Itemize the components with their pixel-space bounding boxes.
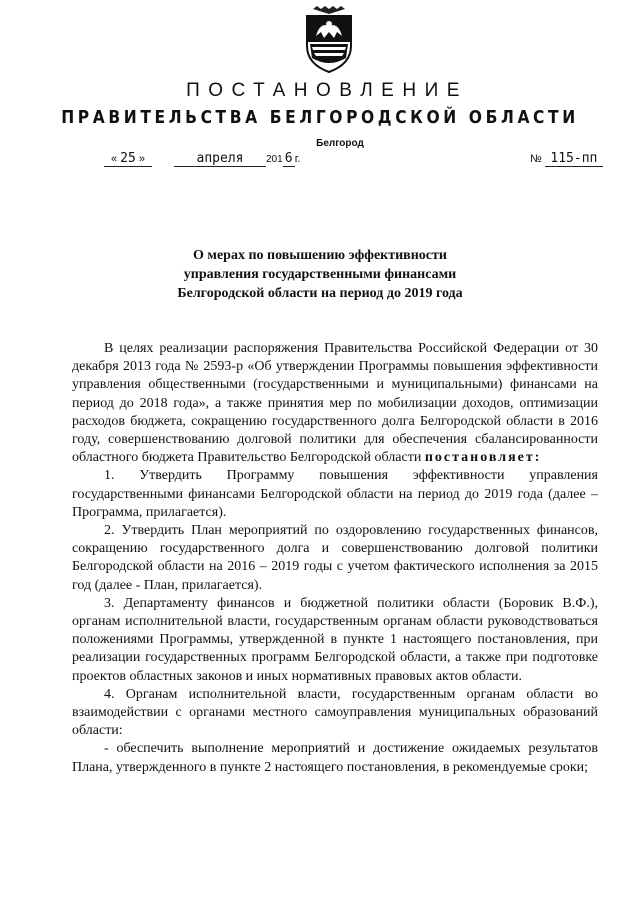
preamble-paragraph: В целях реализации распоряжения Правительства Российской Федерации от 30 декабря 2013 года № 2593-р «Об утверждении Программы повышения эффективности управления общественными (государственными и муниципальными) финансами на период до 2018 года», а также принятия мер по мобилизации доходов, оптимизации расходов бюджета, сокращению государственного долга Белгородской области в 2016 году, совершенствованию долговой политики для обеспечения сбалансированности областного бюджета Правительство Белгородской области постановляет: [72, 341, 598, 466]
document-number [530, 152, 603, 167]
date-year-prefix: 201 [266, 154, 283, 165]
clause-3: 3. Департаменту финансов и бюджетной политики области (Боровик В.Ф.), органам исполнительной власти, государственным органам области руководствоваться положениями Программы, утвержденной в пункте 1 настоящего постановления, при реализации государственных программ Белгородской области, а также при подготовке проектов областных законов и иных нормативных правовых актов области. [72, 595, 598, 684]
document-type-heading: ПОСТАНОВЛЕНИЕ [186, 80, 468, 101]
clause-4-item: - обеспечить выполнение мероприятий и достижение ожидаемых результатов Плана, утвержденного в пункте 2 настоящего постановления, в рекомендуемые сроки; [72, 741, 598, 775]
date-month: апреля [174, 152, 266, 167]
date-day: « 25 » [104, 152, 152, 167]
title-line: Белгородской области на период до 2019 года [177, 286, 463, 301]
city-label: Белгород [316, 138, 364, 149]
date-year-suffix: 6 [283, 152, 295, 167]
decree-keyword: постановляет: [424, 450, 542, 466]
document-title [0, 246, 640, 303]
number-label: № [530, 153, 542, 165]
title-line: управления государственными финансами [183, 267, 457, 282]
date-line [104, 152, 300, 168]
issuer-heading: ПРАВИТЕЛЬСТВА БЕЛГОРОДСКОЙ ОБЛАСТИ [61, 106, 579, 128]
clause-4: 4. Органам исполнительной власти, государственным органам области во взаимодействии с органами местного самоуправления муниципальных образований области: [72, 686, 598, 739]
clause-1: 1. Утвердить Программу повышения эффективности управления государственными финансами Белгородской области на период до 2019 года (далее – Программа, прилагается). [72, 468, 598, 520]
clause-2: 2. Утвердить План мероприятий по оздоровлению государственных финансов, сокращению государственного долга и совершенствованию долговой политики Белгородской области на 2016 – 2019 годы с учетом фактического исполнения за 2015 год (далее - План, прилагается). [72, 523, 598, 593]
document-body [72, 340, 598, 777]
title-line: О мерах по повышению эффективности [193, 248, 447, 263]
date-year-unit: г. [294, 153, 301, 165]
number-value: 115-пп [545, 152, 603, 167]
coat-of-arms-emblem [302, 6, 356, 74]
